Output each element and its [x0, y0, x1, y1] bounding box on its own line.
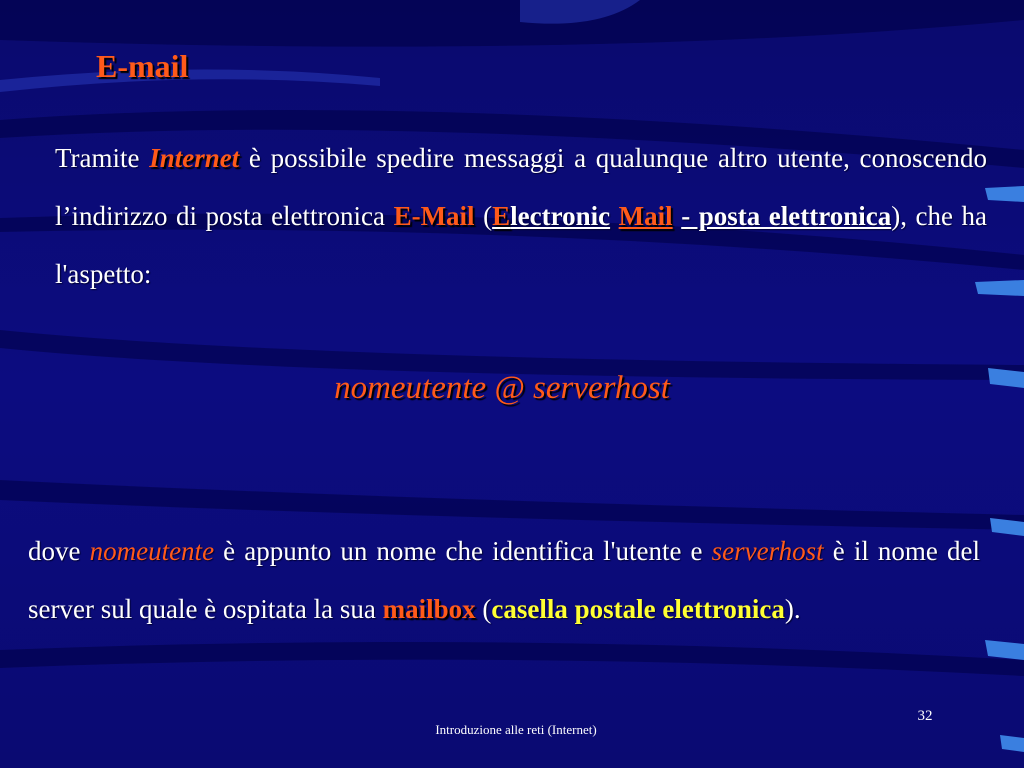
letter-e: E — [492, 201, 511, 231]
term-electronic — [492, 201, 610, 231]
text-segment: è appunto un nome che identifica l'utente e — [214, 536, 712, 566]
slide-footer: Introduzione alle reti (Internet) — [435, 722, 597, 737]
text-segment: ( — [474, 201, 493, 231]
term-posta-elettronica: - posta elettronica — [681, 201, 892, 231]
term-mail: Mail — [618, 201, 673, 231]
explanation-paragraph — [28, 522, 980, 638]
term-casella-postale: casella postale elettronica — [491, 594, 785, 624]
term-mailbox: mailbox — [382, 594, 476, 624]
term-internet: Internet — [149, 143, 240, 173]
text-segment: ). — [784, 594, 801, 624]
text-segment: dove — [28, 536, 90, 566]
intro-paragraph — [55, 129, 987, 303]
text-segment: ( — [475, 594, 492, 624]
term-email: E-Mail — [393, 201, 475, 231]
text-segment: ), che ha l'aspetto: — [55, 201, 988, 289]
page-number: 32 — [917, 708, 933, 724]
text-segment: è possibile spedire messaggi a qualunque altro utente, conoscendo l’indirizzo di posta elettronica — [55, 143, 987, 231]
text-lectronic: lectronic — [510, 201, 611, 231]
email-address-format: nomeutente @ serverhost — [334, 370, 670, 406]
term-nomeutente: nomeutente — [89, 536, 215, 566]
slide-title: E-mail — [96, 48, 189, 84]
text-segment: è il nome del server sul quale è ospitata la sua — [28, 536, 980, 624]
term-serverhost: serverhost — [711, 536, 824, 566]
text-segment: Tramite — [55, 143, 150, 173]
